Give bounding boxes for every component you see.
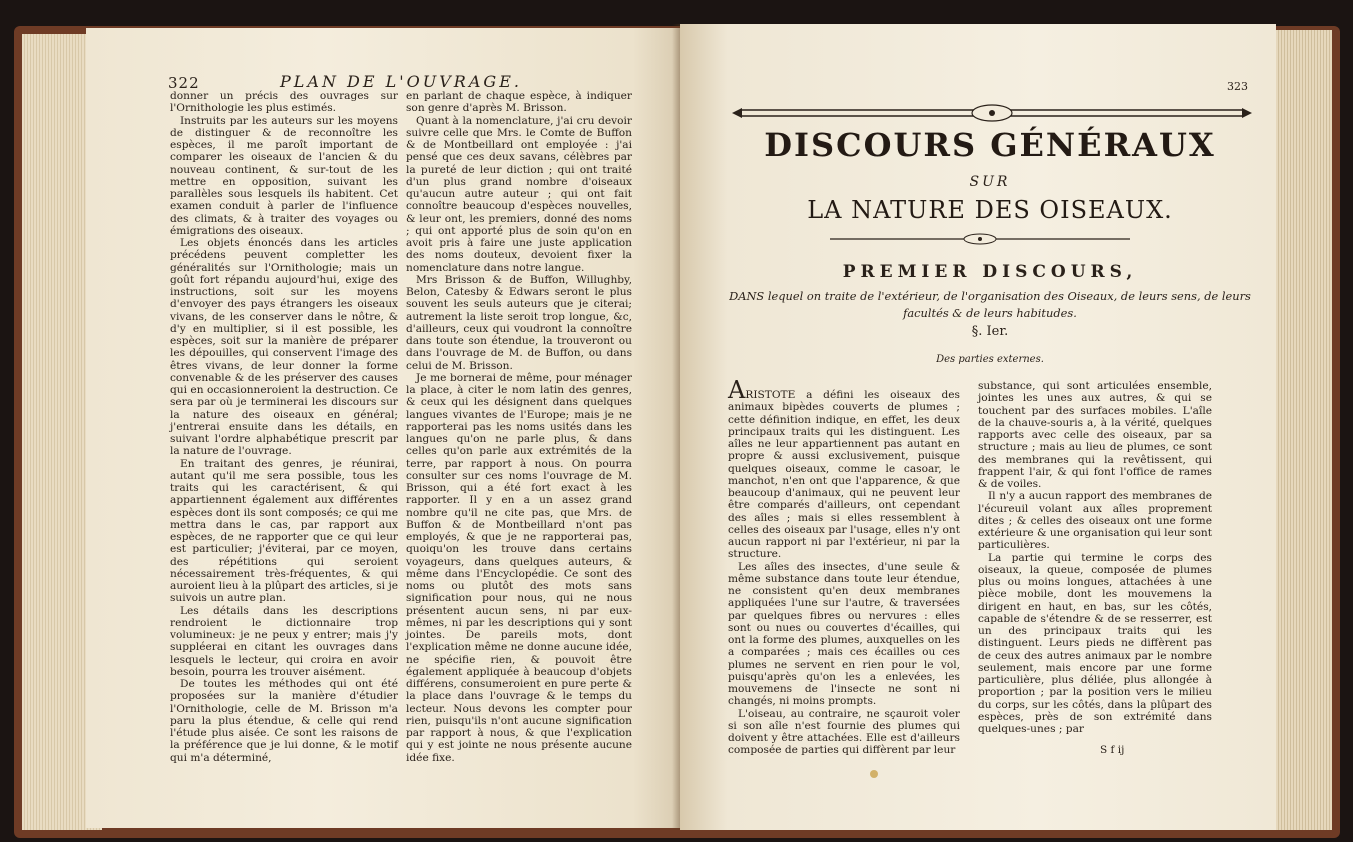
drop-cap: A bbox=[728, 376, 746, 404]
right-column-2 bbox=[978, 380, 1212, 735]
paragraph: L'oiseau, au contraire, ne sçauroit voler si son aîle n'est fournie des plumes qui doivent y être attachées. Elle est d'ailleurs composée de parties qui diffèrent par leur bbox=[728, 707, 960, 757]
section-subtitle: Des parties externes. bbox=[936, 354, 1044, 365]
paragraph: La partie qui termine le corps des oiseaux, la queue, composée de plumes plus ou moins longues, attachées à une pièce mobile, dont les mouvemens la dirigent en haut, en bas, sur les côtés, capable de s'étendre & de se resserrer, est un des principaux traits qui les distinguent. Leurs pieds ne diffèrent pas de ceux des autres animaux par le nombre seulement, mais encore par une forme particulière, plus déliée, plus allongée à proportion ; par la position vers le milieu du corps, sur les côtés, dans la plûpart des espèces, près de son extrémité dans quelques-unes ; par bbox=[978, 551, 1212, 735]
paragraph: Je me bornerai de même, pour ménager la place, à citer le nom latin des genres, & ceux qui les désignent dans quelques langues vivantes de l'Europe; mais je ne rapporterai pas les noms usités dans les langues qu'on ne parle plus, & dans celles qu'on parle aux extrémités de la terre, par rapport à nous. On pourra consulter sur ces noms l'ouvrage de M. Brisson, qui a été fort exact à les rapporter. Il y en a un assez grand nombre qu'il ne cite pas, que Mrs. de Buffon & de Montbeillard n'ont pas employés, & que je ne rapporterai pas, quoiqu'on les trouve dans certains voyageurs, dans quelques auteurs, & même dans l'Encyclopédie. Ce sont des noms ou plutôt des mots sans signification pour nous, qui ne nous présentent aucun sens, ni par eux-mêmes, ni par les descriptions qui y sont jointes. De pareils mots, dont l'explication même ne donne aucune idée, ne spécifie rien, & pouvoit être également appliquée à beaucoup d'objets différens, consumeroient en pure perte & la place dans l'ouvrage & le temps du lecteur. Nous devons les compter pour rien, puisqu'ils n'ont aucune signification par rapport à nous, & que l'explication qui y est jointe ne nous présente aucune idée fixe. bbox=[406, 371, 632, 764]
main-title: DISCOURS GÉNÉRAUX bbox=[764, 126, 1216, 164]
left-page bbox=[86, 28, 680, 828]
paragraph: Il n'y a aucun rapport des membranes de l'écureuil volant aux aîles proprement dites ; & celles des oiseaux ont une forme extérieure & une organisation qui leur sont particulières. bbox=[978, 490, 1212, 552]
paper-stain bbox=[870, 770, 878, 778]
paragraph: Les objets énoncés dans les articles précédens peuvent completter les généralités sur l'Ornithologie; mais un goût fort répandu aujourd'hui, exige des instructions, soit sur les moyens d'envoyer des pays étrangers les oiseaux vivans, de les conserver dans le nôtre, & d'y en multiplier, si il est possible, les espèces, soit sur la manière de préparer les dépouilles, qui conservent l'image des êtres vivans, de leur donner la forme convenable & de les préserver des causes qui en occasionneroient la destruction. Ce sera par où je terminerai les discours sur la nature des oiseaux en général; j'entrerai ensuite dans les détails, en suivant l'ordre alphabétique prescrit par la nature de l'ouvrage. bbox=[170, 237, 398, 458]
paragraph: Les aîles des insectes, d'une seule & même substance dans toute leur étendue, ne consistent qu'en deux membranes appliquées l'une sur l'autre, & traversées par quelques fibres ou nervures : elles sont ou nues ou couvertes d'écailles, qui ont la forme des plumes, auxquelles on les a comparées ; mais ces écailles ou ces plumes ne servent en rien pour le vol, puisqu'après qu'on les a enlevées, les mouvemens de l'insecte ne sont ni changés, ni moins prompts. bbox=[728, 560, 960, 708]
paragraph bbox=[728, 376, 960, 561]
left-page-number: 322 bbox=[168, 74, 200, 92]
paragraph: Les détails dans les descriptions rendroient le dictionnaire trop volumineux: je ne peux y entrer; mais j'y suppléerai en citant les ouvrages dans lesquels le lecteur, qui croira en avoir besoin, pourra les trouver aisément. bbox=[170, 604, 398, 678]
section-number: §. Ier. bbox=[971, 324, 1009, 339]
title-sur: SUR bbox=[969, 174, 1011, 190]
top-ornament-rule bbox=[732, 104, 1252, 122]
subject-title: LA NATURE DES OISEAUX. bbox=[807, 196, 1173, 224]
page-edges-right bbox=[1270, 30, 1332, 830]
discourse-heading: PREMIER DISCOURS, bbox=[842, 262, 1138, 282]
paragraph: De toutes les méthodes qui ont été proposées sur la manière d'étudier l'Ornithologie, celle de M. Brisson m'a paru la plus étendue, & celle qui rend l'étude plus aisée. Ce sont les raisons de la préférence que je lui donne, & le motif qui m'a déterminé, bbox=[170, 678, 398, 764]
paragraph: Mrs Brisson & de Buffon, Willughby, Belon, Catesby & Edwars seront le plus souvent les seuls auteurs que je citerai; autrement la liste seroit trop longue, &c, d'ailleurs, ceux qui voudront la connoître dans toute son étendue, la trouveront ou dans l'ouvrage de M. de Buffon, ou dans celui de M. Brisson. bbox=[406, 273, 632, 372]
signature-mark: S f ij bbox=[1100, 744, 1125, 756]
right-page bbox=[680, 24, 1276, 830]
paragraph-text: RISTOTE a défini les oiseaux des animaux bipèdes couverts de plumes ; cette définition indique, en effet, les deux principaux traits qui les distinguent. Les aîles ne leur appartiennent pas autant en propre & aussi exclusivement, puisque quelques oiseaux, comme le casoar, le manchot, n'en ont que l'apparence, & que beaucoup d'animaux, qui ne peuvent leur être comparés d'ailleurs, ont cependant des aîles ; mais si elles ressemblent à celles des oiseaux par l'usage, elles n'y ont aucun rapport ni par l'extérieur, ni par la structure. bbox=[728, 389, 960, 561]
right-column-1 bbox=[728, 376, 960, 757]
left-column-2 bbox=[406, 90, 632, 764]
paragraph: Instruits par les auteurs sur les moyens de distinguer & de reconnoître les espèces, il me paroît important de comparer les oiseaux de l'ancien & du nouveau continent, & sur-tout de les mettre en opposition, suivant les parallèles sous lesquels ils habitent. Cet examen conduit à parler de l'influence des climats, & à traiter des voyages ou émigrations des oiseaux. bbox=[170, 114, 398, 237]
right-page-number: 323 bbox=[1227, 80, 1248, 93]
running-title: PLAN DE L'OUVRAGE. bbox=[280, 72, 522, 91]
paragraph: Quant à la nomenclature, j'ai cru devoir suivre celle que Mrs. le Comte de Buffon & de Montbeillard ont employée : j'ai pensé que ces deux savans, célèbres par la pureté de leur diction ; qui ont traité d'un plus grand nombre d'oiseaux qu'aucun autre auteur ; qui ont fait connoître beaucoup d'espèces nouvelles, & leur ont, les premiers, donné des noms ; qui ont apporté plus de soin qu'on en avoit pris à faire une juste application des noms douteux, devoient fixer la nomenclature dans notre langue. bbox=[406, 114, 632, 274]
discourse-subtitle: DANS lequel on traite de l'extérieur, de l'organisation des Oiseaux, de leurs sens, de leurs facultés & de leurs habitudes. bbox=[729, 289, 1251, 320]
middle-ornament-rule bbox=[830, 231, 1130, 245]
left-column-1 bbox=[170, 90, 398, 764]
paragraph: substance, qui sont articulées ensemble, jointes les unes aux autres, & qui se touchent par des surfaces mobiles. L'aîle de la chauve-souris a, à la vérité, quelques rapports avec celle des oiseaux, par sa structure ; mais au lieu de plumes, ce sont des membranes qui la revêtissent, qui frappent l'air, & qui font l'office de rames & de voiles. bbox=[978, 380, 1212, 490]
paragraph: En traitant des genres, je réunirai, autant qu'il me sera possible, tous les traits qui les caractérisent, & qui appartiennent également aux différentes espèces dont ils sont composés; ce qui me mettra dans le cas, par rapport aux espèces, de ne rapporter que ce qui leur est particulier; j'éviterai, par ce moyen, des répétitions qui seroient nécessairement très-fréquentes, & qui auroient lieu à la plûpart des articles, si je suivois un autre plan. bbox=[170, 457, 398, 605]
paragraph: donner un précis des ouvrages sur l'Ornithologie les plus estimés. bbox=[170, 90, 398, 115]
paragraph: en parlant de chaque espèce, à indiquer son genre d'après M. Brisson. bbox=[406, 90, 632, 115]
